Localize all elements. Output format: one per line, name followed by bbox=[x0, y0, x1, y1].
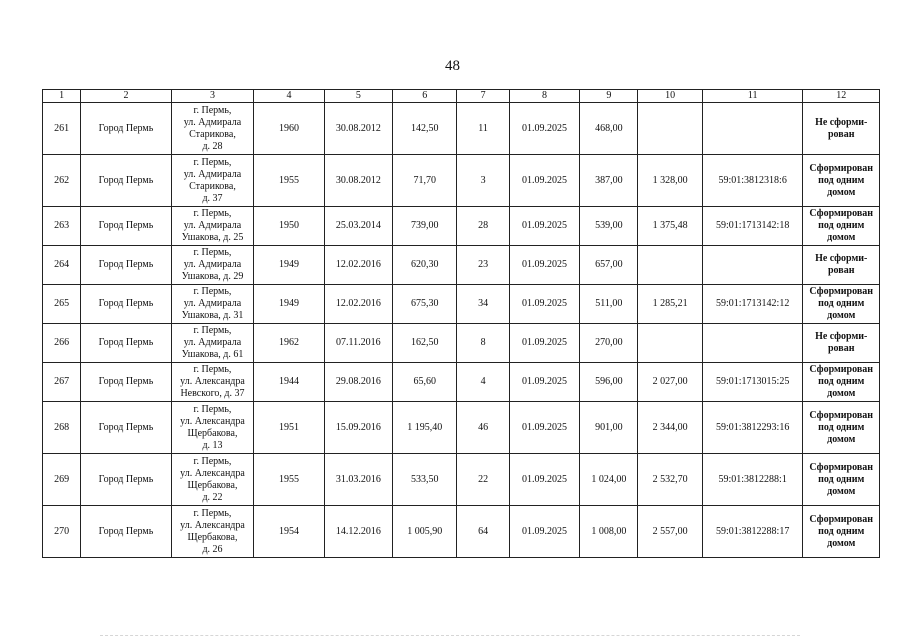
cell-row-number: 266 bbox=[43, 324, 81, 363]
cell-address: г. Пермь, ул. Александра Щербакова, д. 13 bbox=[171, 402, 253, 454]
table-row bbox=[43, 207, 880, 246]
cell-municipality: Город Пермь bbox=[81, 285, 172, 324]
cell-year-built: 1944 bbox=[254, 363, 324, 402]
cell-land-plot-area: 2 344,00 bbox=[638, 402, 702, 454]
cell-address: г. Пермь, ул. Александра Щербакова, д. 26 bbox=[171, 506, 253, 558]
cell-year-built: 1949 bbox=[254, 285, 324, 324]
cell-land-plot-area: 1 285,21 bbox=[638, 285, 702, 324]
cell-residents-count: 8 bbox=[457, 324, 509, 363]
cell-cadastral-number bbox=[702, 103, 803, 155]
table-row bbox=[43, 363, 880, 402]
page-number: 48 bbox=[445, 58, 460, 74]
cell-land-plot-area: 1 328,00 bbox=[638, 155, 702, 207]
cell-row-number: 268 bbox=[43, 402, 81, 454]
cell-municipality: Город Пермь bbox=[81, 402, 172, 454]
column-header-10: 10 bbox=[638, 90, 702, 103]
cell-cadastral-number: 59:01:3812293:16 bbox=[702, 402, 803, 454]
cell-cost-per-sqm: 901,00 bbox=[580, 402, 638, 454]
column-header-2: 2 bbox=[81, 90, 172, 103]
cell-row-number: 265 bbox=[43, 285, 81, 324]
cell-address: г. Пермь, ул. Адмирала Ушакова, д. 61 bbox=[171, 324, 253, 363]
column-header-1: 1 bbox=[43, 90, 81, 103]
cell-row-number: 270 bbox=[43, 506, 81, 558]
cell-municipality: Город Пермь bbox=[81, 103, 172, 155]
table-row bbox=[43, 103, 880, 155]
table-row bbox=[43, 285, 880, 324]
cell-decision-date: 07.11.2016 bbox=[324, 324, 392, 363]
cell-cost-per-sqm: 270,00 bbox=[580, 324, 638, 363]
cell-area: 142,50 bbox=[393, 103, 457, 155]
cell-residents-count: 11 bbox=[457, 103, 509, 155]
cell-year-built: 1955 bbox=[254, 155, 324, 207]
table-row bbox=[43, 324, 880, 363]
cell-municipality: Город Пермь bbox=[81, 207, 172, 246]
cell-cadastral-number: 59:01:3812288:17 bbox=[702, 506, 803, 558]
header-row bbox=[43, 90, 880, 103]
cell-area: 533,50 bbox=[393, 454, 457, 506]
cell-land-plot-status: Сформирован под одним домом bbox=[803, 402, 880, 454]
cell-cost-per-sqm: 468,00 bbox=[580, 103, 638, 155]
cell-address: г. Пермь, ул. Александра Щербакова, д. 22 bbox=[171, 454, 253, 506]
cell-land-plot-area bbox=[638, 103, 702, 155]
cell-land-plot-status: Не сформи- рован bbox=[803, 246, 880, 285]
cell-cost-per-sqm: 1 024,00 bbox=[580, 454, 638, 506]
cell-land-plot-area bbox=[638, 324, 702, 363]
cell-year-built: 1962 bbox=[254, 324, 324, 363]
cell-cost-per-sqm: 387,00 bbox=[580, 155, 638, 207]
cell-land-plot-status: Сформирован под одним домом bbox=[803, 363, 880, 402]
cell-address: г. Пермь, ул. Адмирала Старикова, д. 28 bbox=[171, 103, 253, 155]
cell-row-number: 263 bbox=[43, 207, 81, 246]
cell-land-plot-status: Сформирован под одним домом bbox=[803, 506, 880, 558]
cell-land-plot-status: Сформирован под одним домом bbox=[803, 155, 880, 207]
cell-residents-count: 34 bbox=[457, 285, 509, 324]
cell-deadline-date: 01.09.2025 bbox=[509, 246, 579, 285]
cell-municipality: Город Пермь bbox=[81, 324, 172, 363]
table-row bbox=[43, 402, 880, 454]
cell-deadline-date: 01.09.2025 bbox=[509, 454, 579, 506]
cell-residents-count: 4 bbox=[457, 363, 509, 402]
cell-area: 739,00 bbox=[393, 207, 457, 246]
cell-cost-per-sqm: 657,00 bbox=[580, 246, 638, 285]
cell-area: 162,50 bbox=[393, 324, 457, 363]
cell-cost-per-sqm: 539,00 bbox=[580, 207, 638, 246]
cell-area: 1 195,40 bbox=[393, 402, 457, 454]
cell-decision-date: 12.02.2016 bbox=[324, 246, 392, 285]
cell-land-plot-status: Сформирован под одним домом bbox=[803, 454, 880, 506]
cell-cadastral-number: 59:01:1713142:18 bbox=[702, 207, 803, 246]
cell-residents-count: 22 bbox=[457, 454, 509, 506]
column-header-9: 9 bbox=[580, 90, 638, 103]
cell-land-plot-status: Сформирован под одним домом bbox=[803, 285, 880, 324]
cell-deadline-date: 01.09.2025 bbox=[509, 103, 579, 155]
cell-row-number: 264 bbox=[43, 246, 81, 285]
cell-cost-per-sqm: 511,00 bbox=[580, 285, 638, 324]
cell-address: г. Пермь, ул. Адмирала Ушакова, д. 31 bbox=[171, 285, 253, 324]
cell-deadline-date: 01.09.2025 bbox=[509, 506, 579, 558]
cell-cadastral-number: 59:01:3812288:1 bbox=[702, 454, 803, 506]
cell-decision-date: 29.08.2016 bbox=[324, 363, 392, 402]
cell-row-number: 269 bbox=[43, 454, 81, 506]
cell-land-plot-area bbox=[638, 246, 702, 285]
cell-cost-per-sqm: 596,00 bbox=[580, 363, 638, 402]
cell-year-built: 1949 bbox=[254, 246, 324, 285]
cell-row-number: 267 bbox=[43, 363, 81, 402]
cell-cadastral-number bbox=[702, 324, 803, 363]
cell-land-plot-area: 2 027,00 bbox=[638, 363, 702, 402]
cell-area: 1 005,90 bbox=[393, 506, 457, 558]
cell-decision-date: 30.08.2012 bbox=[324, 103, 392, 155]
cell-area: 71,70 bbox=[393, 155, 457, 207]
table-row bbox=[43, 506, 880, 558]
housing-registry-table bbox=[42, 89, 880, 558]
cell-deadline-date: 01.09.2025 bbox=[509, 285, 579, 324]
cell-land-plot-area: 1 375,48 bbox=[638, 207, 702, 246]
cell-municipality: Город Пермь bbox=[81, 363, 172, 402]
column-header-3: 3 bbox=[171, 90, 253, 103]
column-header-6: 6 bbox=[393, 90, 457, 103]
table-row bbox=[43, 246, 880, 285]
cell-residents-count: 23 bbox=[457, 246, 509, 285]
cell-decision-date: 25.03.2014 bbox=[324, 207, 392, 246]
table-row bbox=[43, 155, 880, 207]
cell-deadline-date: 01.09.2025 bbox=[509, 207, 579, 246]
cell-residents-count: 3 bbox=[457, 155, 509, 207]
cell-residents-count: 28 bbox=[457, 207, 509, 246]
cell-land-plot-area: 2 532,70 bbox=[638, 454, 702, 506]
cell-residents-count: 46 bbox=[457, 402, 509, 454]
cell-area: 65,60 bbox=[393, 363, 457, 402]
cell-cadastral-number: 59:01:3812318:6 bbox=[702, 155, 803, 207]
cell-year-built: 1954 bbox=[254, 506, 324, 558]
cell-decision-date: 12.02.2016 bbox=[324, 285, 392, 324]
cell-residents-count: 64 bbox=[457, 506, 509, 558]
cell-row-number: 262 bbox=[43, 155, 81, 207]
cell-land-plot-status: Сформирован под одним домом bbox=[803, 207, 880, 246]
column-header-4: 4 bbox=[254, 90, 324, 103]
cell-cost-per-sqm: 1 008,00 bbox=[580, 506, 638, 558]
cell-deadline-date: 01.09.2025 bbox=[509, 363, 579, 402]
cell-address: г. Пермь, ул. Александра Невского, д. 37 bbox=[171, 363, 253, 402]
cell-land-plot-status: Не сформи- рован bbox=[803, 324, 880, 363]
cell-municipality: Город Пермь bbox=[81, 506, 172, 558]
cell-cadastral-number bbox=[702, 246, 803, 285]
cell-year-built: 1955 bbox=[254, 454, 324, 506]
cell-year-built: 1951 bbox=[254, 402, 324, 454]
cell-decision-date: 15.09.2016 bbox=[324, 402, 392, 454]
cell-year-built: 1950 bbox=[254, 207, 324, 246]
cell-row-number: 261 bbox=[43, 103, 81, 155]
cell-address: г. Пермь, ул. Адмирала Ушакова, д. 29 bbox=[171, 246, 253, 285]
cell-cadastral-number: 59:01:1713015:25 bbox=[702, 363, 803, 402]
column-header-11: 11 bbox=[702, 90, 803, 103]
cell-land-plot-area: 2 557,00 bbox=[638, 506, 702, 558]
cell-decision-date: 31.03.2016 bbox=[324, 454, 392, 506]
cell-cadastral-number: 59:01:1713142:12 bbox=[702, 285, 803, 324]
column-header-12: 12 bbox=[803, 90, 880, 103]
cell-address: г. Пермь, ул. Адмирала Ушакова, д. 25 bbox=[171, 207, 253, 246]
cell-year-built: 1960 bbox=[254, 103, 324, 155]
column-header-8: 8 bbox=[509, 90, 579, 103]
cell-deadline-date: 01.09.2025 bbox=[509, 155, 579, 207]
scan-artifact bbox=[100, 635, 800, 638]
cell-deadline-date: 01.09.2025 bbox=[509, 324, 579, 363]
cell-area: 675,30 bbox=[393, 285, 457, 324]
cell-deadline-date: 01.09.2025 bbox=[509, 402, 579, 454]
cell-land-plot-status: Не сформи- рован bbox=[803, 103, 880, 155]
cell-municipality: Город Пермь bbox=[81, 246, 172, 285]
cell-municipality: Город Пермь bbox=[81, 454, 172, 506]
column-header-5: 5 bbox=[324, 90, 392, 103]
cell-municipality: Город Пермь bbox=[81, 155, 172, 207]
column-header-7: 7 bbox=[457, 90, 509, 103]
table-body bbox=[43, 103, 880, 558]
cell-area: 620,30 bbox=[393, 246, 457, 285]
cell-address: г. Пермь, ул. Адмирала Старикова, д. 37 bbox=[171, 155, 253, 207]
cell-decision-date: 30.08.2012 bbox=[324, 155, 392, 207]
table-row bbox=[43, 454, 880, 506]
cell-decision-date: 14.12.2016 bbox=[324, 506, 392, 558]
